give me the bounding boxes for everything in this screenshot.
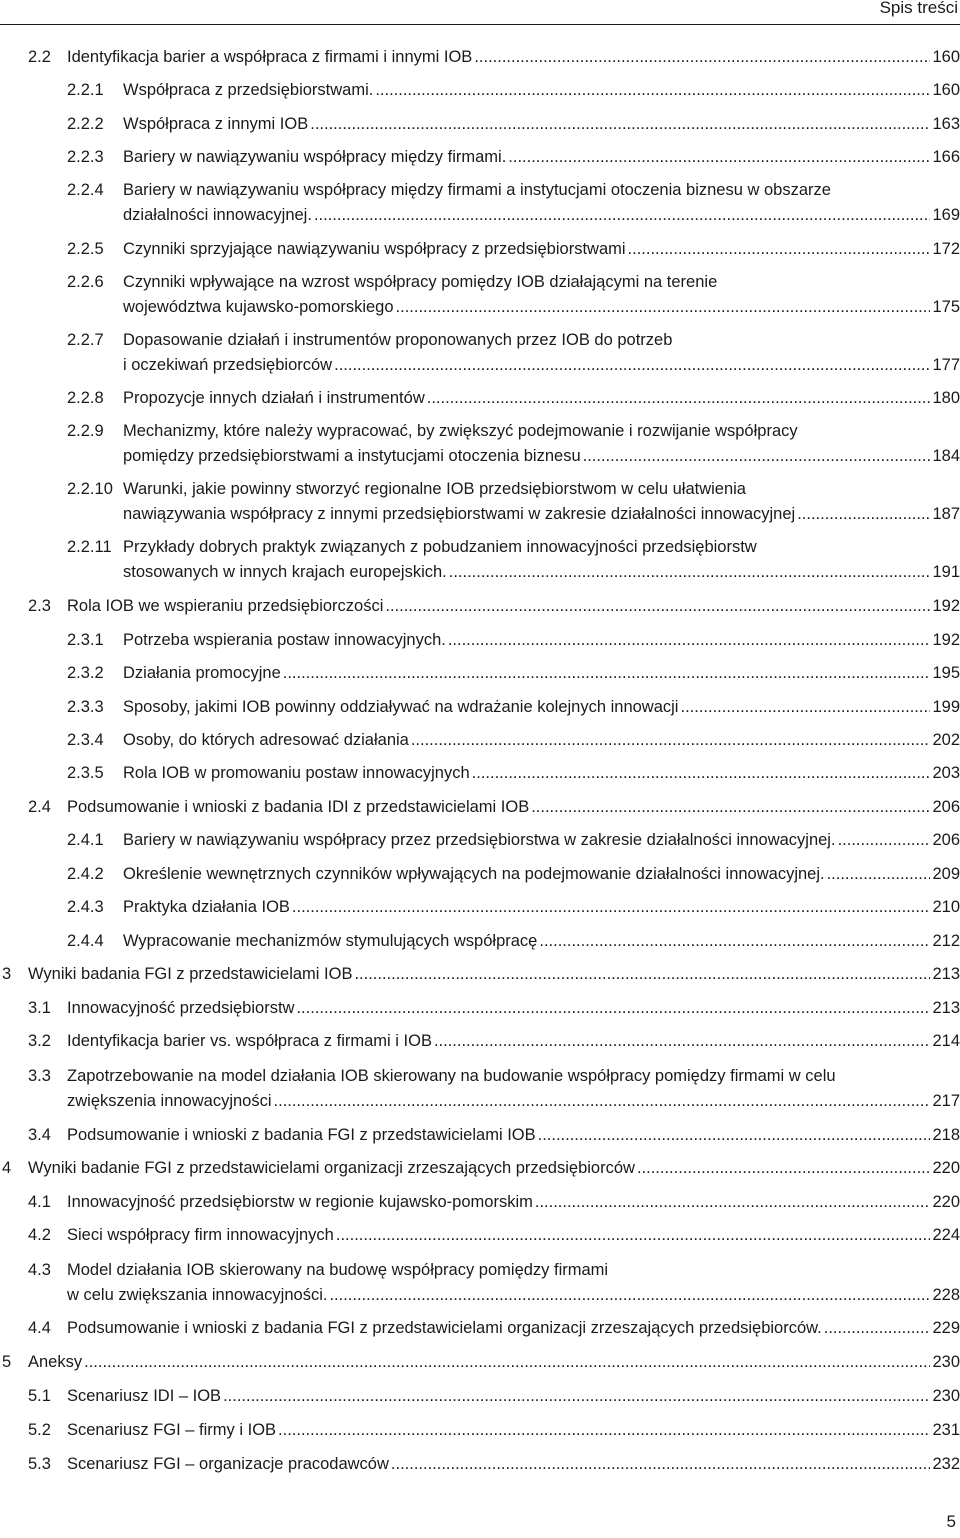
dot-leader: [448, 628, 931, 653]
dot-leader: [680, 695, 930, 720]
toc-entry-title: Podsumowanie i wnioski z badania FGI z przedstawicielami IOB: [67, 1126, 536, 1144]
toc-entry-page: 180: [932, 389, 960, 407]
toc-entry-title: Innowacyjność przedsiębiorstw w regionie kujawsko-pomorskim: [67, 1193, 533, 1211]
toc-entry-page: 199: [932, 698, 960, 716]
toc-entry-number: 3.4: [28, 1126, 51, 1144]
toc-entry-number: 2.3: [28, 597, 51, 615]
dot-leader: [797, 502, 930, 527]
dot-leader: [329, 1283, 930, 1308]
toc-entry-title: Rola IOB we wspieraniu przedsiębiorczości: [67, 597, 384, 615]
toc-entry-number: 2.3.3: [67, 698, 104, 716]
toc-entry-page: 212: [932, 932, 960, 950]
toc-entry-number: 4.1: [28, 1193, 51, 1211]
toc-entry-number: 2.2.3: [67, 148, 104, 166]
toc-entry-title: Scenariusz FGI – organizacje pracodawców: [67, 1455, 389, 1473]
toc-entry-page: 166: [932, 148, 960, 166]
toc-entry-number: 2.3.1: [67, 631, 104, 649]
dot-leader: [336, 1223, 931, 1248]
toc-entry-title: Osoby, do których adresować działania: [123, 731, 409, 749]
toc-entry-number: 2.4.4: [67, 932, 104, 950]
toc-entry-number: 3.3: [28, 1067, 51, 1085]
toc-entry-number: 5: [2, 1353, 12, 1371]
toc-entry-number: 2.2: [28, 48, 51, 66]
toc-entry-page: 192: [932, 597, 960, 615]
toc-entry-page: 195: [932, 664, 960, 682]
toc-entry-title: Sposoby, jakimi IOB powinny oddziaływać na wdrażanie kolejnych innowacji: [123, 698, 679, 716]
toc-entry-number: 5.1: [28, 1387, 51, 1405]
toc-entry-title: Scenariusz IDI – IOB: [67, 1387, 222, 1405]
dot-leader: [583, 444, 931, 469]
toc-entry-title-line: Dopasowanie działań i instrumentów proponowanych przez IOB do potrzeb: [123, 331, 673, 349]
toc-entry-title: Podsumowanie i wnioski z badania FGI z przedstawicielami organizacji zrzeszających przedsiębiorców.: [67, 1319, 822, 1337]
toc-entry-page: 191: [932, 563, 960, 581]
toc-entry-title: Wypracowanie mechanizmów stymulujących współpracę: [123, 932, 538, 950]
dot-leader: [535, 1190, 931, 1215]
toc-entry-number: 2.2.7: [67, 331, 104, 349]
dot-leader: [474, 45, 930, 70]
toc-entry-number: 4.4: [28, 1319, 51, 1337]
dot-leader: [539, 929, 930, 954]
toc-entry-title-line: Czynniki wpływające na wzrost współpracy pomiędzy IOB działającymi na terenie: [123, 273, 718, 291]
toc-entry-title: Praktyka działania IOB: [123, 898, 290, 916]
toc-entry-number: 4.3: [28, 1261, 51, 1279]
toc-entry-title: Współpraca z przedsiębiorstwami.: [123, 81, 374, 99]
toc-entry-page: 224: [932, 1226, 960, 1244]
toc-entry-number: 4.2: [28, 1226, 51, 1244]
dot-leader: [334, 353, 930, 378]
toc-entry-number: 2.2.10: [67, 480, 113, 498]
toc-entry-title: zwiększenia innowacyjności: [67, 1092, 272, 1110]
dot-leader: [310, 112, 930, 137]
dot-leader: [385, 594, 930, 619]
toc-entry-title: w celu zwiększania innowacyjności.: [67, 1286, 328, 1304]
toc-entry-title: Wyniki badania FGI z przedstawicielami IOB: [28, 965, 353, 983]
toc-entry-page: 230: [932, 1387, 960, 1405]
toc-entry-title-line: Bariery w nawiązywaniu współpracy między firmami a instytucjami otoczenia biznesu w obszarze: [123, 181, 831, 199]
toc-entry-number: 2.3.4: [67, 731, 104, 749]
toc-entry-page: 217: [932, 1092, 960, 1110]
toc-entry-number: 3.2: [28, 1032, 51, 1050]
toc-entry-title: Identyfikacja barier vs. współpraca z firmami i IOB: [67, 1032, 432, 1050]
toc-entry-number: 5.2: [28, 1421, 51, 1439]
toc-entry-number: 2.2.9: [67, 422, 104, 440]
dot-leader: [278, 1418, 930, 1443]
toc-entry-number: 2.2.2: [67, 115, 104, 133]
toc-entry-title: Sieci współpracy firm innowacyjnych: [67, 1226, 334, 1244]
dot-leader: [449, 560, 931, 585]
toc-entry-page: 213: [932, 999, 960, 1017]
toc-entry-page: 210: [932, 898, 960, 916]
toc-entry-title: działalności innowacyjnej.: [123, 206, 312, 224]
dot-leader: [292, 895, 931, 920]
toc-entry-page: 202: [932, 731, 960, 749]
toc-entry-page: 192: [932, 631, 960, 649]
dot-leader: [824, 1316, 931, 1341]
toc-entry-page: 229: [932, 1319, 960, 1337]
dot-leader: [531, 795, 930, 820]
toc-entry-page: 220: [932, 1193, 960, 1211]
page-header: [0, 0, 960, 24]
toc-entry-number: 2.2.11: [67, 538, 112, 556]
toc-entry-page: 206: [932, 798, 960, 816]
dot-leader: [427, 386, 931, 411]
toc-entry-page: 160: [932, 48, 960, 66]
dot-leader: [375, 78, 930, 103]
page-number: 5: [946, 1512, 956, 1531]
dot-leader: [628, 237, 931, 262]
toc-entry-title-line: Model działania IOB skierowany na budowę współpracy pomiędzy firmami: [67, 1261, 609, 1279]
dot-leader: [396, 295, 931, 320]
toc-entry-page: 232: [932, 1455, 960, 1473]
toc-entry-title: i oczekiwań przedsiębiorców: [123, 356, 333, 374]
toc-entry-number: 2.3.2: [67, 664, 104, 682]
toc-entry-number: 5.3: [28, 1455, 51, 1473]
toc-entry-page: 206: [932, 831, 960, 849]
dot-leader: [411, 728, 931, 753]
toc-entry-page: 187: [932, 505, 960, 523]
toc-entry-number: 2.4.1: [67, 831, 104, 849]
dot-leader: [296, 996, 930, 1021]
toc-entry-page: 213: [932, 965, 960, 983]
toc-entry-title: Bariery w nawiązywaniu współpracy między firmami.: [123, 148, 507, 166]
toc-entry-page: 220: [932, 1159, 960, 1177]
toc-entry-title: Propozycje innych działań i instrumentów: [123, 389, 425, 407]
toc-entry-title: Identyfikacja barier a współpraca z firmami i innymi IOB: [67, 48, 473, 66]
toc-entry-number: 2.4.2: [67, 865, 104, 883]
toc-entry-page: 228: [932, 1286, 960, 1304]
toc-entry-page: 160: [932, 81, 960, 99]
toc-entry-page: 218: [932, 1126, 960, 1144]
toc-entry-title: Podsumowanie i wnioski z badania IDI z przedstawicielami IOB: [67, 798, 530, 816]
dot-leader: [391, 1452, 931, 1477]
toc-entry-page: 184: [932, 447, 960, 465]
toc-entry-title: nawiązywania współpracy z innymi przedsiębiorstwami w zakresie działalności innowacyjnej: [123, 505, 796, 523]
toc-entry-number: 2.2.6: [67, 273, 104, 291]
toc-entry-page: 231: [932, 1421, 960, 1439]
toc-entry-title: Bariery w nawiązywaniu współpracy przez przedsiębiorstwa w zakresie działalności innowacyjnej.: [123, 831, 836, 849]
toc-entry-title-line: Mechanizmy, które należy wypracować, by zwiększyć podejmowanie i rozwijanie współpracy: [123, 422, 798, 440]
toc-entry-number: 2.2.8: [67, 389, 104, 407]
toc-entry-number: 2.4: [28, 798, 51, 816]
toc-entry-page: 169: [932, 206, 960, 224]
toc-entry-title: stosowanych w innych krajach europejskich.: [123, 563, 447, 581]
dot-leader: [314, 203, 931, 228]
dot-leader: [223, 1384, 930, 1409]
dot-leader: [274, 1089, 931, 1114]
toc-entry-title: Scenariusz FGI – firmy i IOB: [67, 1421, 277, 1439]
toc-entry-title: Rola IOB w promowaniu postaw innowacyjnych: [123, 764, 470, 782]
toc-entry-number: 2.2.4: [67, 181, 104, 199]
dot-leader: [827, 862, 931, 887]
dot-leader: [538, 1123, 931, 1148]
toc-entry-page: 175: [932, 298, 960, 316]
toc-entry-title-line: Przykłady dobrych praktyk związanych z pobudzaniem innowacyjności przedsiębiorstw: [123, 538, 757, 556]
toc-entry-page: 230: [932, 1353, 960, 1371]
dot-leader: [508, 145, 930, 170]
toc-entry-title: Potrzeba wspierania postaw innowacyjnych.: [123, 631, 446, 649]
dot-leader: [472, 761, 931, 786]
toc-entry-title: pomiędzy przedsiębiorstwami a instytucjami otoczenia biznesu: [123, 447, 581, 465]
toc-entry-title: Określenie wewnętrznych czynników wpływających na podejmowanie działalności innowacyjnej.: [123, 865, 825, 883]
toc-entry-number: 2.4.3: [67, 898, 104, 916]
toc-entry-title: Innowacyjność przedsiębiorstw: [67, 999, 295, 1017]
dot-leader: [283, 661, 931, 686]
toc-entry-title: Działania promocyjne: [123, 664, 281, 682]
dot-leader: [434, 1029, 931, 1054]
toc-entry-title: Aneksy: [28, 1353, 83, 1371]
toc-entry-number: 2.2.1: [67, 81, 104, 99]
toc-entry-title-line: Zapotrzebowanie na model działania IOB skierowany na budowanie współpracy pomiędzy firmami w celu: [67, 1067, 836, 1085]
toc-entry-number: 2.3.5: [67, 764, 104, 782]
toc-entry-title: Wyniki badanie FGI z przedstawicielami organizacji zrzeszających przedsiębiorców: [28, 1159, 635, 1177]
toc-entry-number: 3: [2, 965, 12, 983]
toc-entry-number: 2.2.5: [67, 240, 104, 258]
toc-entry-title: Czynniki sprzyjające nawiązywaniu współpracy z przedsiębiorstwami: [123, 240, 626, 258]
dot-leader: [838, 828, 931, 853]
toc-entry-number: 3.1: [28, 999, 51, 1017]
toc-entry-page: 163: [932, 115, 960, 133]
dot-leader: [84, 1350, 930, 1375]
toc-entry-title-line: Warunki, jakie powinny stworzyć regionalne IOB przedsiębiorstwom w celu ułatwienia: [123, 480, 746, 498]
toc-entry-title: Współpraca z innymi IOB: [123, 115, 309, 133]
toc-entry-number: 4: [2, 1159, 12, 1177]
toc-entry-page: 209: [932, 865, 960, 883]
toc-entry-page: 177: [932, 356, 960, 374]
dot-leader: [354, 962, 930, 987]
toc-entry-page: 172: [932, 240, 960, 258]
header-rule: [0, 24, 960, 25]
toc-entry-page: 214: [932, 1032, 960, 1050]
header-title: Spis treści: [879, 0, 958, 17]
toc-entry-page: 203: [932, 764, 960, 782]
dot-leader: [637, 1156, 931, 1181]
toc-entry-title: województwa kujawsko-pomorskiego: [123, 298, 394, 316]
